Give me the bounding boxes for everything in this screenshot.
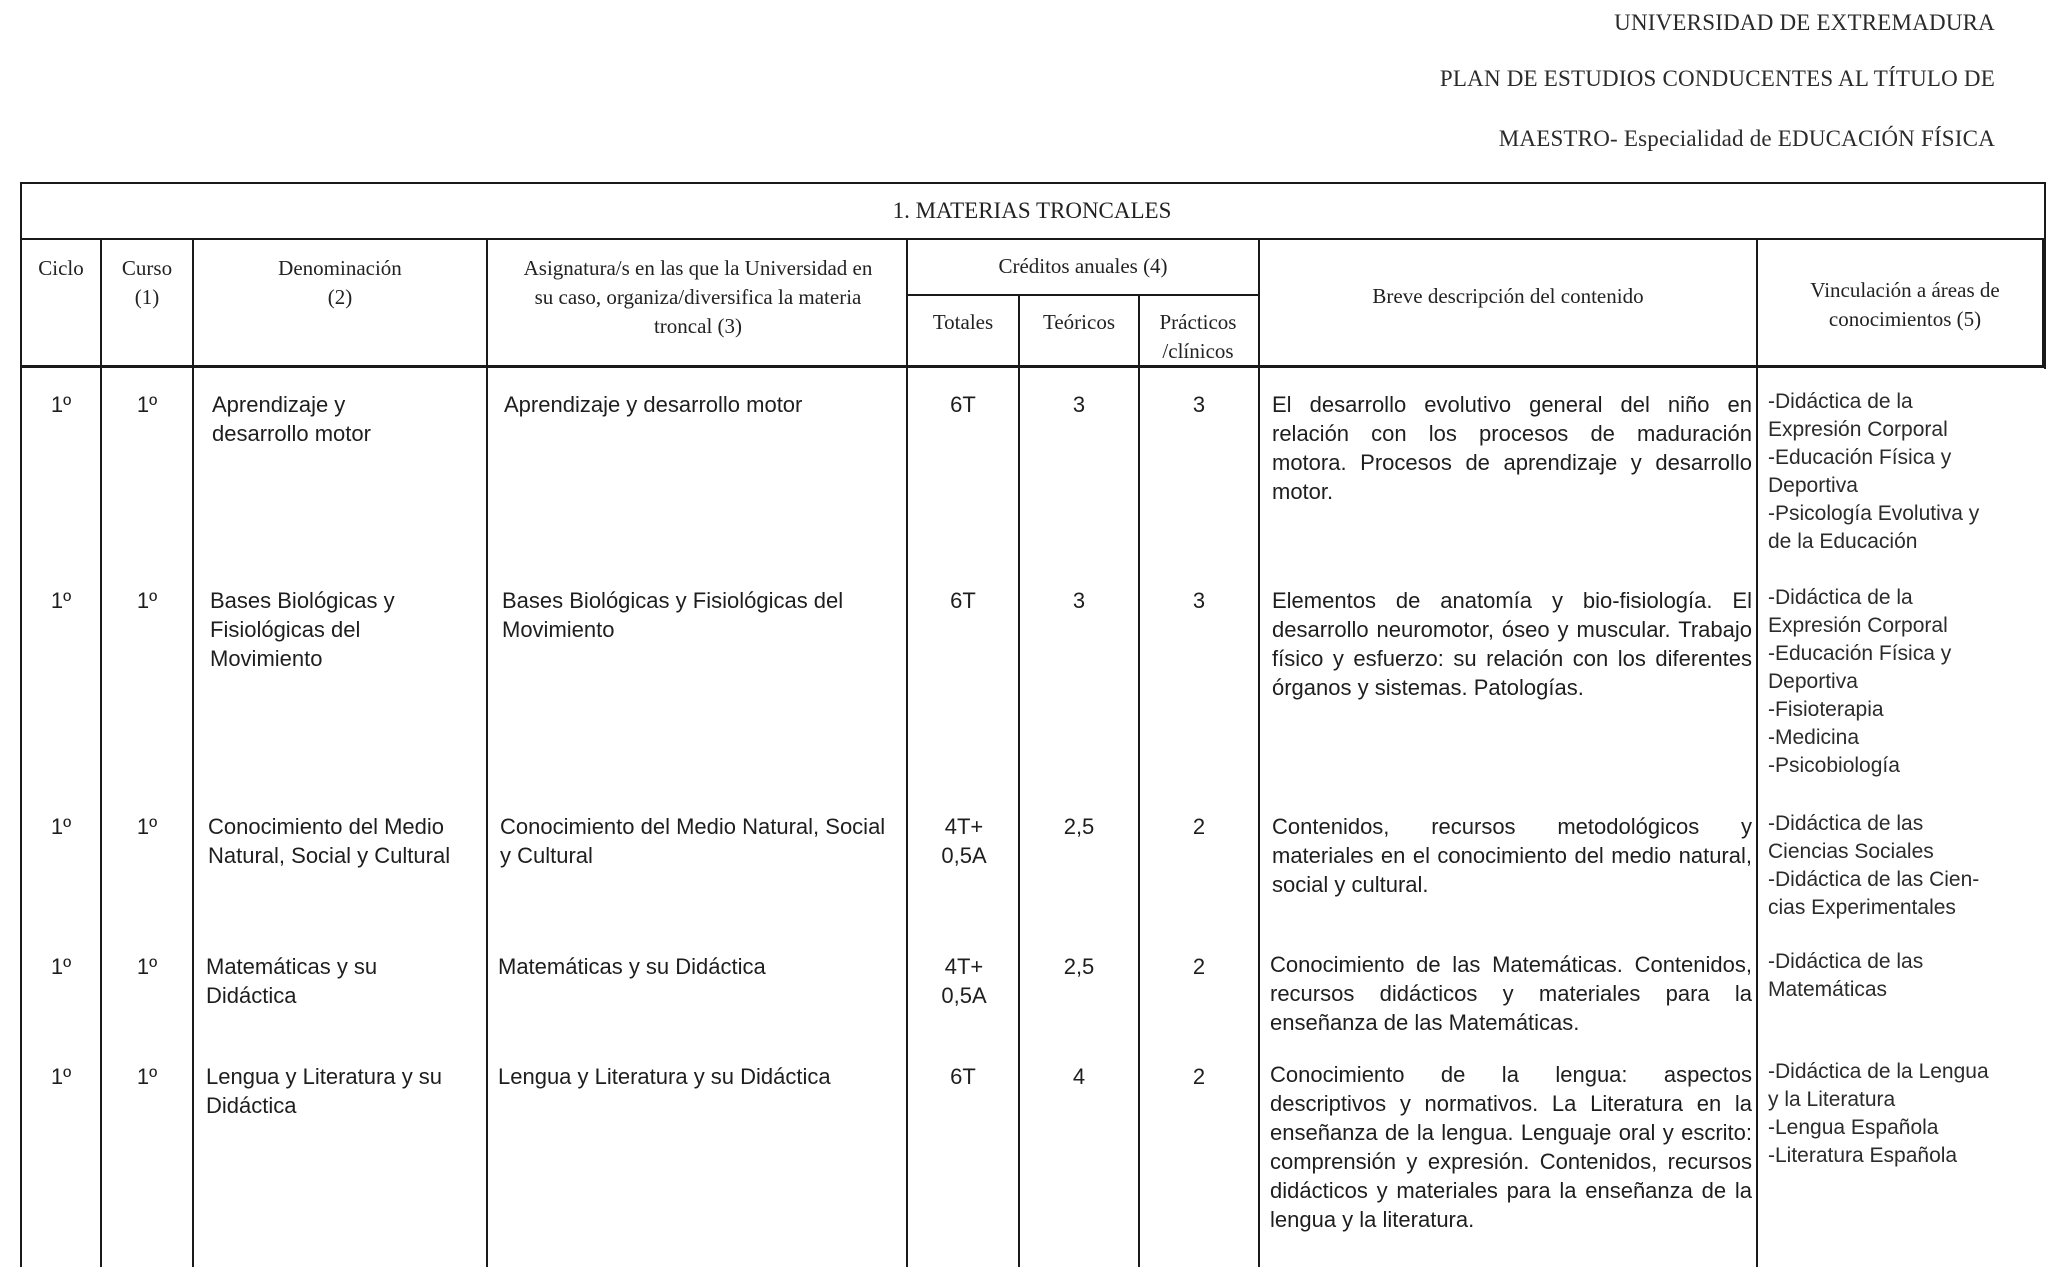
col-header-totales: Totales (932, 310, 994, 334)
row-asignatura: Bases Biológicas y Fisiológicas del Movimiento (502, 588, 844, 642)
denominacion-label: Denominación (278, 256, 402, 280)
row-totales: 6T (950, 1064, 976, 1089)
col-header-descripcion: Breve descripción del contenido (1372, 284, 1644, 308)
row-practicos: 2 (1192, 954, 1206, 979)
row-descripcion: Elementos de anatomía y bio-fisiología. El desarrollo neuromotor, óseo y muscular. Trabajo físico y esfuerzo: su relación con los diferentes órganos y sistemas. Patologías. (1272, 588, 1752, 700)
title-divider (20, 238, 2044, 240)
row-curso: 1º (136, 954, 158, 979)
table-title: 1. MATERIAS TRONCALES (892, 198, 1172, 223)
row-practicos: 2 (1192, 814, 1206, 839)
degree-title: MAESTRO- Especialidad de EDUCACIÓN FÍSICA (1498, 126, 1995, 151)
row-ciclo: 1º (50, 1064, 72, 1089)
row-descripcion: Contenidos, recursos metodológicos y materiales en el conocimiento del medio natural, social y cultural. (1272, 814, 1752, 897)
row-denominacion: Matemáticas y su Didáctica (206, 954, 378, 1008)
row-curso: 1º (136, 1064, 158, 1089)
row-practicos: 3 (1192, 392, 1206, 417)
col-header-denominacion (194, 254, 486, 312)
row-practicos: 3 (1192, 588, 1206, 613)
row-areas: -Didáctica de la Lengua y la Literatura -Lengua Española -Literatura Española (1768, 1060, 1989, 1167)
row-curso: 1º (136, 392, 158, 417)
col-header-vinculacion: Vinculación a áreas de conocimientos (5) (1810, 278, 2000, 331)
row-practicos: 2 (1192, 1064, 1206, 1089)
row-areas: -Didáctica de la Expresión Corporal -Educación Física y Deportiva -Fisioterapia -Medicina -Psicobiología (1768, 586, 1952, 777)
col-line-10 (2042, 238, 2044, 367)
row-teoricos: 3 (1072, 392, 1086, 417)
row-areas: -Didáctica de las Ciencias Sociales -Didáctica de las Cien- cias Experimentales (1768, 812, 1980, 919)
row-teoricos: 3 (1072, 588, 1086, 613)
row-denominacion: Lengua y Literatura y su Didáctica (206, 1064, 443, 1118)
row-ciclo: 1º (50, 588, 72, 613)
row-descripcion: Conocimiento de las Matemáticas. Contenidos, recursos didácticos y materiales para la enseñanza de las Matemáticas. (1270, 952, 1752, 1035)
row-descripcion: Conocimiento de la lengua: aspectos descriptivos y normativos. La Literatura en la enseñanza de la lengua. Lenguaje oral y escrito: comprensión y expresión. Contenidos, recursos didácticos y materiales para la enseñanza de la lengua y la literatura. (1270, 1062, 1752, 1232)
col-line-3 (192, 238, 194, 1267)
denominacion-note: (2) (327, 285, 353, 309)
row-teoricos: 4 (1072, 1064, 1086, 1089)
col-line-6 (1018, 294, 1020, 1267)
row-denominacion: Conocimiento del Medio Natural, Social y Cultural (208, 814, 451, 868)
row-areas: -Didáctica de la Expresión Corporal -Educación Física y Deportiva -Psicología Evolutiva y de la Educación (1768, 390, 1980, 553)
row-descripcion: El desarrollo evolutivo general del niño en relación con los procesos de maduración motora. Procesos de aprendizaje y desarrollo motor. (1272, 392, 1752, 504)
row-curso: 1º (136, 588, 158, 613)
ciclo-label: Ciclo (38, 256, 84, 280)
row-areas: -Didáctica de las Matemáticas (1768, 950, 1924, 1001)
col-line-7 (1138, 294, 1140, 1267)
col-header-asignatura: Asignatura/s en las que la Universidad en su caso, organiza/diversifica la materia troncal (3) (523, 256, 873, 338)
col-header-practicos: Prácticos /clínicos (1159, 310, 1237, 363)
row-asignatura: Lengua y Literatura y su Didáctica (498, 1064, 831, 1089)
header-bottom-divider (20, 365, 2044, 368)
curso-note: (1) (134, 285, 160, 309)
curso-label: Curso (121, 256, 173, 280)
row-asignatura: Matemáticas y su Didáctica (498, 954, 766, 979)
row-ciclo: 1º (50, 392, 72, 417)
row-totales: 4T+ 0,5A (941, 954, 987, 1008)
row-denominacion: Aprendizaje y desarrollo motor (212, 392, 371, 446)
row-curso: 1º (136, 814, 158, 839)
row-denominacion: Bases Biológicas y Fisiológicas del Movimiento (210, 588, 395, 671)
troncales-table (20, 182, 2044, 1267)
plan-title: PLAN DE ESTUDIOS CONDUCENTES AL TÍTULO DE (1439, 66, 1995, 91)
col-header-ciclo (22, 254, 100, 283)
row-totales: 6T (950, 588, 976, 613)
col-header-creditos: Créditos anuales (4) (998, 254, 1168, 278)
col-line-8 (1258, 238, 1260, 1267)
row-ciclo: 1º (50, 954, 72, 979)
col-line-9 (1756, 238, 1758, 1267)
row-asignatura: Conocimiento del Medio Natural, Social y Cultural (500, 814, 886, 868)
row-asignatura: Aprendizaje y desarrollo motor (504, 392, 803, 417)
creditos-subdivider (906, 294, 1258, 296)
col-header-teoricos: Teóricos (1042, 310, 1115, 334)
row-totales: 6T (950, 392, 976, 417)
row-teoricos: 2,5 (1063, 814, 1095, 839)
row-ciclo: 1º (50, 814, 72, 839)
col-header-curso (102, 254, 192, 312)
row-teoricos: 2,5 (1063, 954, 1095, 979)
university-name: UNIVERSIDAD DE EXTREMADURA (1614, 10, 1995, 35)
row-totales: 4T+ 0,5A (941, 814, 987, 868)
col-line-4 (486, 238, 488, 1267)
